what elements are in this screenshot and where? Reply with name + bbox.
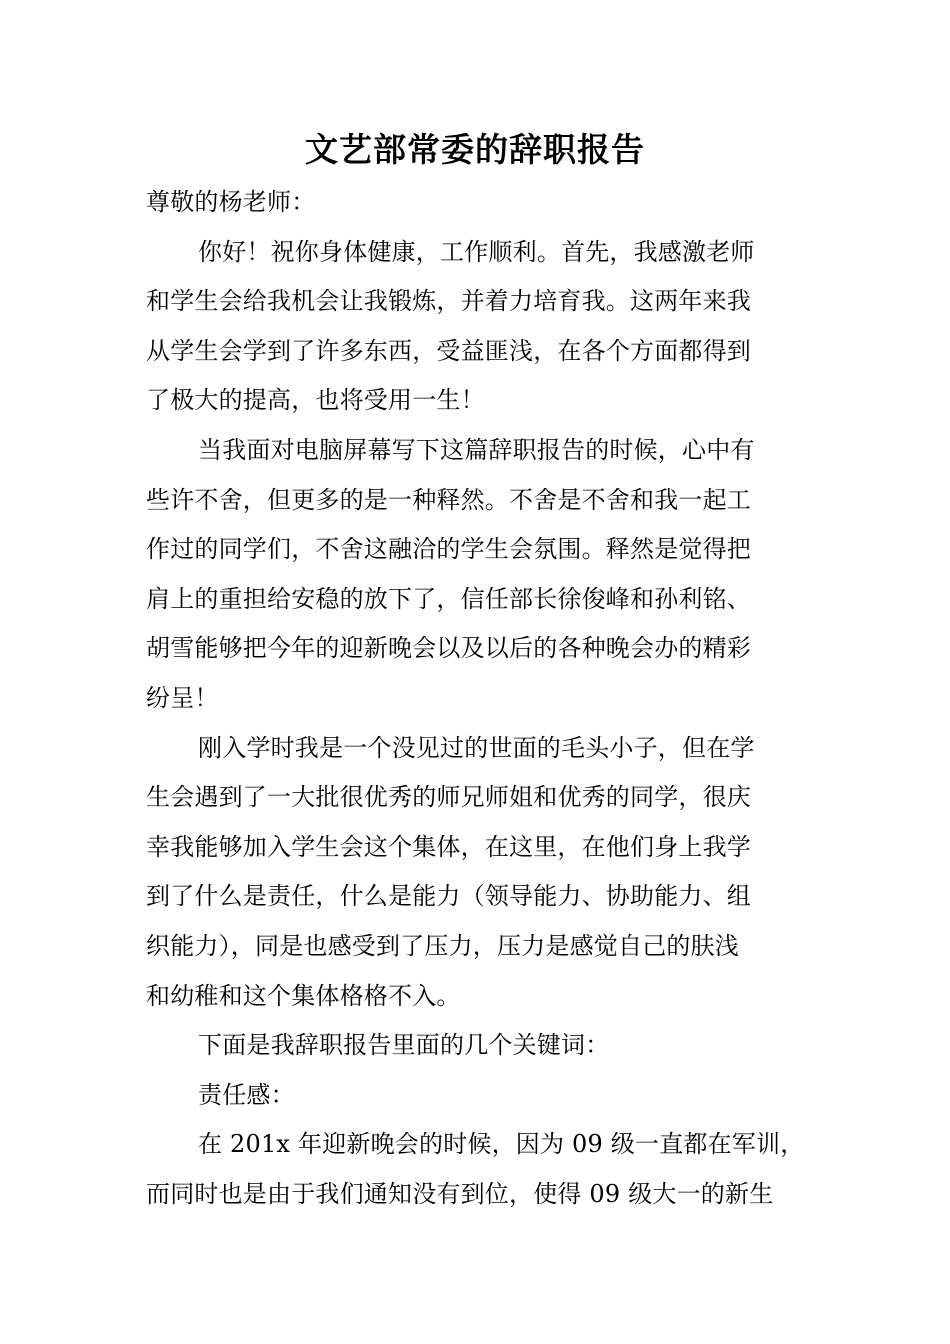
body-line: 肩上的重担给安稳的放下了，信任部长徐俊峰和孙利铭、 <box>146 584 751 613</box>
body-line: 生会遇到了一大批很优秀的师兄师姐和优秀的同学，很庆 <box>146 783 751 812</box>
body-line: 尊敬的杨老师： <box>146 188 316 216</box>
body-line: 当我面对电脑屏幕写下这篇辞职报告的时候，心中有 <box>198 435 755 464</box>
body-line: 和学生会给我机会让我锻炼，并着力培育我。这两年来我 <box>146 287 751 316</box>
body-line: 刚入学时我是一个没见过的世面的毛头小子，但在学 <box>198 733 755 762</box>
body-line: 你好！祝你身体健康，工作顺利。首先，我感激老师 <box>198 237 755 266</box>
body-line: 纷呈！ <box>146 683 219 712</box>
body-line: 从学生会学到了许多东西，受益匪浅，在各个方面都得到 <box>146 336 751 365</box>
body-line: 幸我能够加入学生会这个集体，在这里，在他们身上我学 <box>146 832 751 861</box>
body-line: 在 201x 年迎新晚会的时候，因为 09 级一直都在军训， <box>198 1130 805 1159</box>
body-line: 责任感： <box>198 1080 295 1109</box>
body-line: 胡雪能够把今年的迎新晚会以及以后的各种晚会办的精彩 <box>146 634 751 663</box>
document-body <box>146 178 810 1219</box>
body-line: 和幼稚和这个集体格格不入。 <box>146 981 461 1010</box>
body-line: 些许不舍，但更多的是一种释然。不舍是不舍和我一起工 <box>146 485 751 514</box>
body-line: 而同时也是由于我们通知没有到位，使得 09 级大一的新生 <box>146 1179 774 1208</box>
body-line: 作过的同学们，不舍这融洽的学生会氛围。释然是觉得把 <box>146 535 751 564</box>
body-line: 到了什么是责任，什么是能力（领导能力、协助能力、组 <box>146 882 751 911</box>
body-line: 了极大的提高，也将受用一生！ <box>146 386 485 415</box>
body-line: 织能力），同是也感受到了压力，压力是感觉自己的肤浅 <box>146 931 739 960</box>
document-title: 文艺部常委的辞职报告 <box>305 130 645 169</box>
body-line: 下面是我辞职报告里面的几个关键词： <box>198 1031 610 1060</box>
